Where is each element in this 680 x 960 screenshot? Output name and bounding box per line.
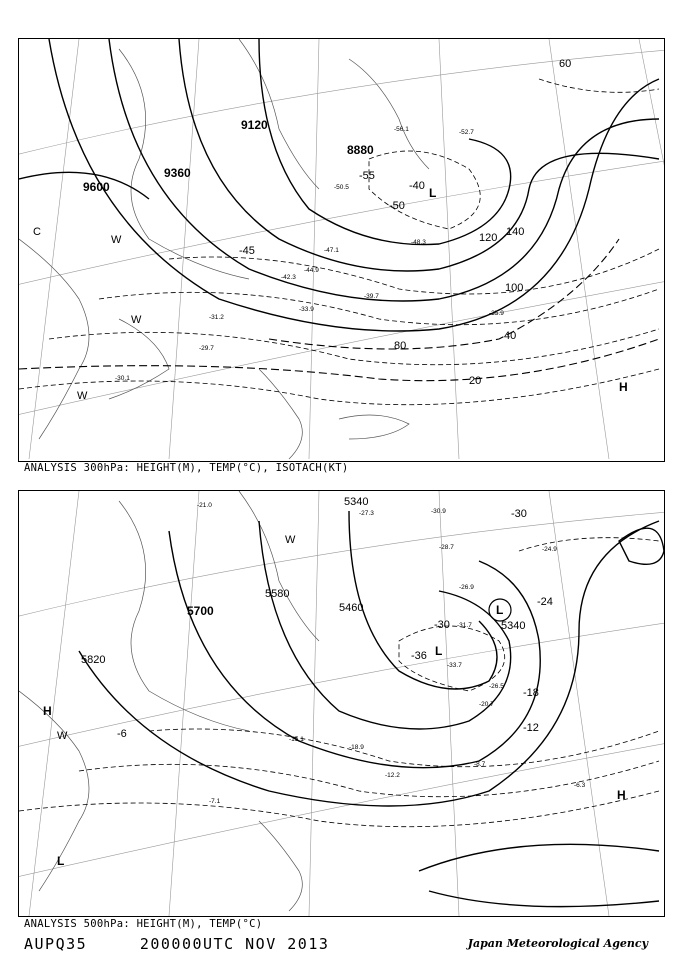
temp-label-m45: -45 <box>239 245 255 257</box>
svg-text:-48.3: -48.3 <box>411 239 426 246</box>
height-label-9600: 9600 <box>83 180 110 194</box>
temp-label-m24: -24 <box>537 596 553 608</box>
svg-text:-21.0: -21.0 <box>197 502 212 509</box>
svg-text:-35.9: -35.9 <box>489 310 504 317</box>
temp-label-m30-top: -30 <box>511 508 527 520</box>
isotachs <box>19 239 659 381</box>
isotherms <box>19 538 659 827</box>
chart-code: AUPQ35 <box>24 935 88 953</box>
isotach-label-40: 40 <box>504 330 517 342</box>
chart-id <box>24 935 329 953</box>
height-label-8880: 8880 <box>347 143 374 157</box>
temp-label-m12: -12 <box>523 722 539 734</box>
low-center-label: L <box>435 644 443 658</box>
temp-label-m55: -55 <box>359 170 375 182</box>
svg-text:-44.9: -44.9 <box>304 267 319 274</box>
caption-300hpa: ANALYSIS 300hPa: HEIGHT(M), TEMP(°C), ISOTACH(KT) <box>24 462 349 474</box>
warm-marker-2: W <box>131 314 142 326</box>
temp-label-m40: -40 <box>409 180 425 192</box>
warm-marker-1: W <box>111 234 122 246</box>
svg-text:-30.1: -30.1 <box>115 375 130 382</box>
height-label-5340: 5340 <box>501 620 526 632</box>
temp-label-m50: -50 <box>389 200 405 212</box>
temp-label-m30: -30 <box>434 619 450 631</box>
height-label-5460: 5460 <box>339 602 364 614</box>
low-center-label-sw: L <box>57 854 65 868</box>
isotach-label-100: 100 <box>505 282 524 294</box>
height-label-9360: 9360 <box>164 166 191 180</box>
height-label-5700: 5700 <box>187 604 214 618</box>
high-center-label: H <box>619 380 628 394</box>
valid-time: 200000UTC NOV 2013 <box>139 935 330 953</box>
low-center-label: L <box>429 186 437 200</box>
isotach-label-60: 60 <box>559 58 572 70</box>
temp-label-m6: -6 <box>117 728 127 740</box>
svg-text:-7.1: -7.1 <box>209 798 221 805</box>
height-label-9120: 9120 <box>241 118 268 132</box>
svg-text:-26.5: -26.5 <box>489 683 504 690</box>
height-label-5340-top: 5340 <box>344 496 369 508</box>
isotach-label-80: 80 <box>394 340 407 352</box>
svg-text:-20.7: -20.7 <box>479 701 494 708</box>
high-center-label-west: H <box>43 704 52 718</box>
svg-text:-33.9: -33.9 <box>299 306 314 313</box>
isotach-label-20: 20 <box>469 375 482 387</box>
graticule <box>19 39 664 459</box>
map-500hpa-svg <box>19 491 664 916</box>
map-300hpa-svg <box>19 39 664 461</box>
warm-marker-1: W <box>285 534 296 546</box>
svg-text:-33.7: -33.7 <box>447 662 462 669</box>
svg-text:-24.9: -24.9 <box>542 546 557 553</box>
svg-text:-26.9: -26.9 <box>459 584 474 591</box>
svg-text:-42.3: -42.3 <box>281 274 296 281</box>
isotach-label-120: 120 <box>479 232 498 244</box>
map-panel-300hpa <box>18 38 665 462</box>
svg-text:-56.1: -56.1 <box>394 126 409 133</box>
svg-text:-47.1: -47.1 <box>324 247 339 254</box>
low-center-label-2: L <box>496 603 504 617</box>
agency-credit: Japan Meteorological Agency <box>467 937 648 950</box>
height-label-5820: 5820 <box>81 654 106 666</box>
warm-marker-2: W <box>57 730 68 742</box>
svg-text:-27.3: -27.3 <box>359 510 374 517</box>
svg-text:-12.2: -12.2 <box>385 772 400 779</box>
temp-label-m18: -18 <box>523 687 539 699</box>
svg-text:-15.1: -15.1 <box>289 736 304 743</box>
height-contours <box>79 511 664 907</box>
svg-text:-8.7: -8.7 <box>474 761 486 768</box>
warm-marker-3: W <box>77 390 88 402</box>
caption-500hpa: ANALYSIS 500hPa: HEIGHT(M), TEMP(°C) <box>24 918 263 930</box>
svg-text:-39.7: -39.7 <box>364 293 379 300</box>
isotach-label-140: 140 <box>506 226 525 238</box>
temp-label-m36: -36 <box>411 650 427 662</box>
coastlines <box>19 491 319 911</box>
cold-marker-1: C <box>33 226 41 238</box>
graticule <box>19 491 664 916</box>
svg-text:-31.2: -31.2 <box>209 314 224 321</box>
height-label-5580: 5580 <box>265 588 290 600</box>
svg-text:-28.7: -28.7 <box>439 544 454 551</box>
high-center-label-east: H <box>617 788 626 802</box>
svg-text:-29.7: -29.7 <box>199 345 214 352</box>
svg-text:-50.5: -50.5 <box>334 184 349 191</box>
station-observations <box>115 126 504 382</box>
svg-text:-6.3: -6.3 <box>574 782 586 789</box>
svg-text:-30.9: -30.9 <box>431 508 446 515</box>
map-panel-500hpa <box>18 490 665 917</box>
svg-text:-18.9: -18.9 <box>349 744 364 751</box>
svg-text:-31.7: -31.7 <box>457 622 472 629</box>
svg-text:-52.7: -52.7 <box>459 129 474 136</box>
